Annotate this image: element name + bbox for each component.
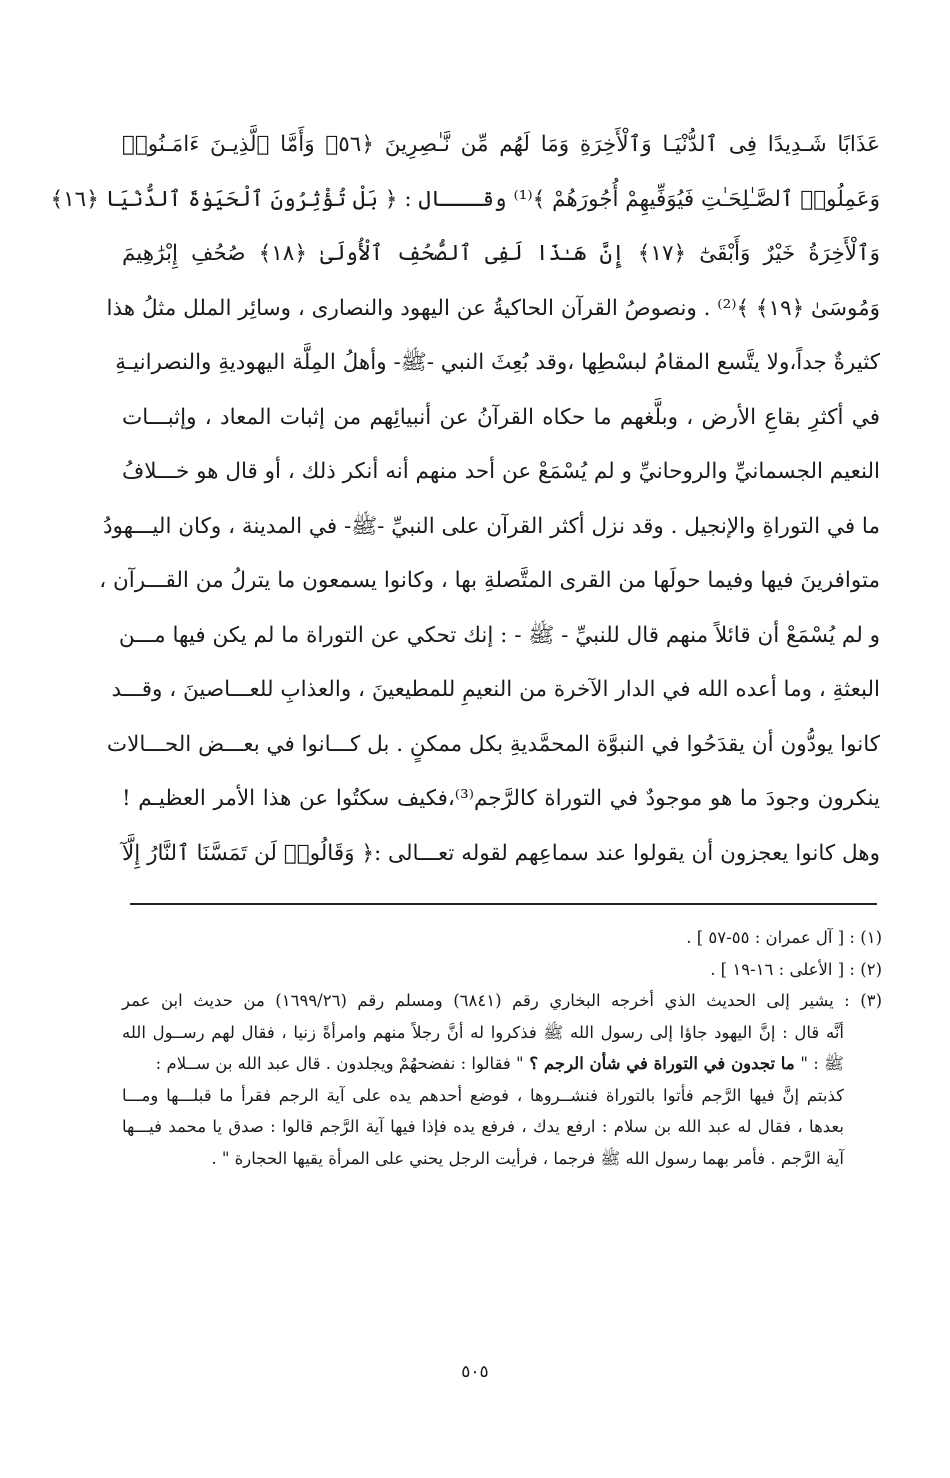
text-line: النعيم الجسمانيِّ والروحانيِّ و لم يُسْمَعْ عن أحد منهم أنه أنكر ذلك ، أو قال هو خـــلافُ [121, 459, 880, 484]
text-line: و لم يُسْمَعْ أن قائلاً منهم قال للنبيِّ - ﷺ - : إنك تحكي عن التوراة ما لم يكن فيها مـــن [118, 622, 880, 648]
footnote-3-line: بعدها ، فقال له عبد الله بن سلام : ارفع يدك ، فرفع يده فإذا فيها آية الرَّجم قالوا : صدق يا محمد فيـــها [122, 1117, 844, 1136]
text-line: ما في التوراةِ والإنجيل . وقد نزل أكثر القرآن على النبيِّ -ﷺ- في المدينة ، وكان اليـــهودُ [102, 513, 880, 539]
main-text-block [50, 118, 880, 881]
footnotes-block [122, 922, 882, 1174]
text-line: البعثةِ ، وما أعده الله في الدار الآخرة من النعيمِ للمطيعينَ ، والعذابِ للعـــاصينَ ، وقـــد [111, 677, 880, 702]
text-line: وهل كانوا يعجزون أن يقولوا عند سماعِهم لقوله تعـــالى :﴿ وَقَالُوا۟ لَن تَمَسَّنَا ٱلنَّارُ إِلَّآ [122, 840, 880, 866]
footnote-3-bold-question: ما تجدون في التوراة في شأن الرجم ؟ [523, 1054, 801, 1073]
footnote-divider [130, 903, 877, 905]
footnote-3-line: آية الرَّجم . فأمر بهما رسول الله ﷺ فرجما ، فرأيت الرجل يحني على المرأة يقيها الحجارة " . [211, 1148, 844, 1168]
text-line: كانوا يودُّون أن يقدَحُوا في النبوَّة المحمَّديةِ بكل ممكنٍ . بل كـــانوا في بعـــض الحـــالات [106, 731, 880, 757]
footnote-3-line: كذبتم إنَّ فيها الرَّجم فأتوا بالتوراة فنشــروها ، فوضع أحدهم يده على آية الرجم فقرأ ما قبلـــها ومـــا [122, 1085, 844, 1105]
footnote-3-quote-rest: " فقالوا : نفضحهُمْ ويجلدون . قال عبد الله بن ســلام : [155, 1054, 524, 1073]
text-line: ينكرون وجودَ ما هو موجودٌ في التوراة كالرَّجم⁽³⁾،فكيف سكتُوا عن هذا الأمر العظيـم ! [122, 786, 880, 811]
footnote-3-line: أنَّه قال : إنَّ اليهود جاؤا إلى رسول الله ﷺ فذكروا له أنَّ رجلاً منهم وامرأةً زنيا ، فقال لهم رســول الله [122, 1022, 844, 1042]
footnote-1: (١) : [ آل عمران : ٥٥-٥٧ ] . [686, 928, 882, 947]
text-line: كثيرةٌ جداً،ولا يتَّسع المقامُ لبسْطِها ،وقد بُعِثَ النبي -ﷺ- وأهلُ المِلَّة اليهوديةِ والنصرانيـةِ [115, 350, 880, 375]
footnote-3-line: (٣) : يشير إلى الحديث الذي أخرجه البخاري رقم (٦٨٤١) ومسلم رقم (١٦٩٩/٢٦) من حديث ابن عمر [122, 991, 882, 1010]
text-line: وَعَمِلُوا۟ ٱلصَّـٰلِحَـٰتِ فَيُوَفِّيهِمْ أُجُورَهُمْ ﴾⁽¹⁾ وقـــال : ﴿ بَلْ تُؤْثِرُونَ ٱلْحَيَوٰةَ ٱلدُّنْيَا ﴿١٦﴾ [50, 186, 880, 212]
text-line: عَذَابًا شَـدِيدًا فِى ٱلدُّنْيَـا وَٱلْأَخِرَةِ وَمَا لَهُم مِّن نَّـٰصِرِينَ ﴿٥٦﴾ وَأَمَّا ٱلَّذِيـنَ ءَامَـنُوا۟ [122, 132, 880, 157]
footnote-3-line [122, 1048, 882, 1080]
footnote-2: (٢) : [ الأعلى : ١٦-١٩ ] . [710, 959, 882, 979]
text-line: متوافرينَ فيها وفيما حولَها من القرى المتَّصلةِ بها ، وكانوا يسمعون ما يترلُ من القـــرآن ، [99, 568, 880, 593]
text-line: وَٱلْأَخِرَةُ خَيْرٌ وَأَبْقَىٰٓ ﴿١٧﴾ إِنَّ هَـٰذَا لَفِى ٱلصُّحُفِ ٱلْأُولَىٰ ﴿١٨﴾ صُحُفِ إِبْرَٰهِيمَ [122, 241, 880, 266]
text-line: في أكثرِ بقاعِ الأرض ، وبلَّغهم ما حكاه القرآنُ عن أنبيائِهم من إثبات المعاد ، وإثبـــات [122, 404, 880, 430]
footnote-3-quote-open: ﷺ : " [800, 1054, 844, 1073]
page-number: ٥٠٥ [461, 1362, 489, 1382]
text-line: وَمُوسَىٰ ﴿١٩﴾ ﴾⁽²⁾ . ونصوصُ القرآن الحاكيةُ عن اليهود والنصارى ، وسائِر الملل مثلُ هذا [106, 295, 880, 321]
